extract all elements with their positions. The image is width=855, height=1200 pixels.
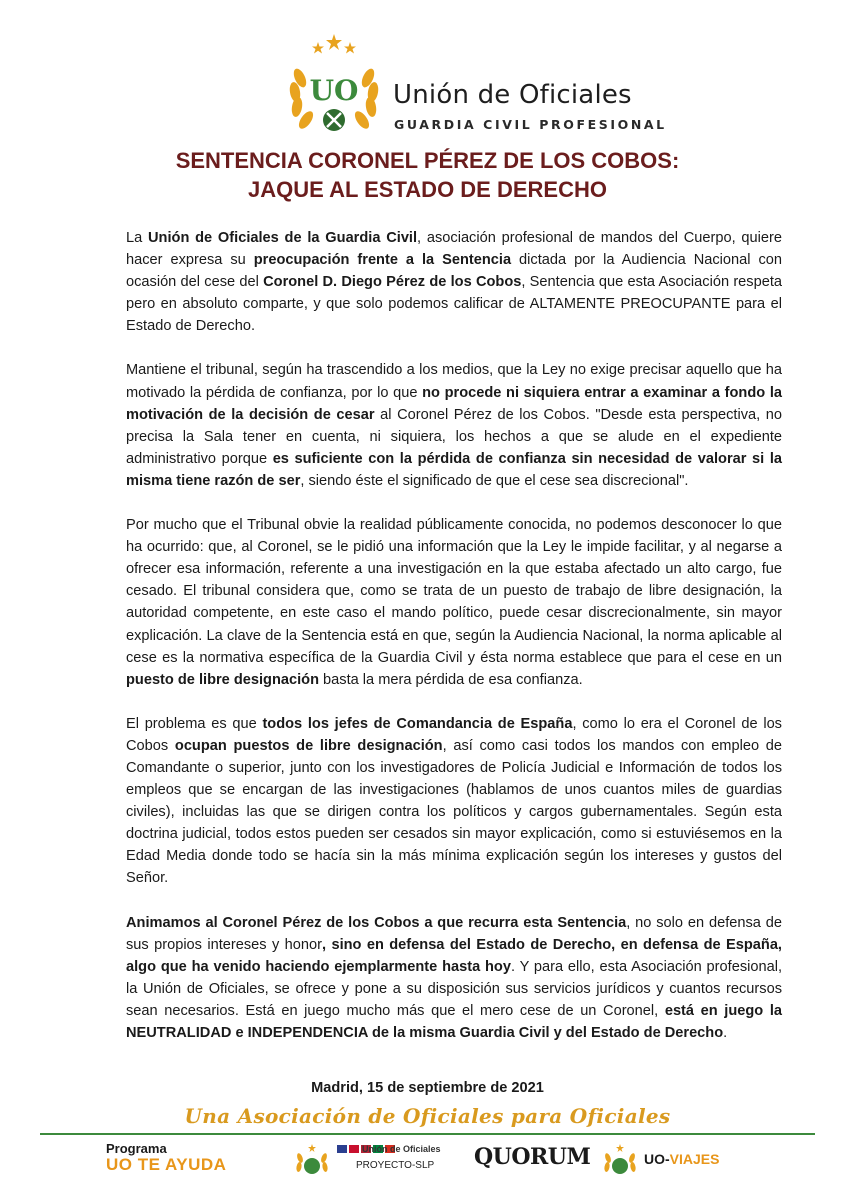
- paragraph-2: [126, 359, 782, 492]
- programa-uo-te-ayuda-logo[interactable]: [106, 1141, 226, 1175]
- text-run: basta la mera pérdida de esa confianza.: [319, 671, 583, 688]
- proyecto-slp-logo[interactable]: [292, 1140, 441, 1184]
- paragraph-3: [126, 514, 782, 691]
- text-run: El problema es que: [126, 715, 263, 732]
- text-run: .: [723, 1025, 728, 1041]
- viajes-label: [644, 1151, 719, 1167]
- bold-text-run: ocupan puestos de libre designación: [174, 737, 443, 754]
- text-run: dictada por la Audiencia Nacional con ocasión del cese del: [126, 252, 782, 291]
- text-run: , Sentencia que esta Asociación respeta pero en absoluto comparte, y que solo podemos calificar de ALTAMENTE PREOCUPANTE para el Estado de Derecho.: [126, 274, 782, 335]
- text-run: , asociación profesional de mandos del Cuerpo, quiere hacer expresa su: [126, 230, 782, 269]
- bold-text-run: puesto de libre designación: [126, 671, 319, 688]
- bold-text-run: Unión de Oficiales de la Guardia Civil: [148, 230, 418, 246]
- slp-org-name: Unión de Oficiales: [362, 1144, 441, 1154]
- letterhead: [278, 28, 667, 140]
- slp-project-name: PROYECTO-SLP: [356, 1160, 435, 1171]
- dateline: Madrid, 15 de septiembre de 2021: [311, 1080, 544, 1096]
- quorum-logo[interactable]: QUORUM: [474, 1144, 591, 1170]
- motto: Una Asociación de Oficiales para Oficiales: [184, 1104, 671, 1128]
- uo-viajes-logo[interactable]: [600, 1140, 740, 1184]
- document-title: [0, 146, 855, 204]
- org-name: Unión de Oficiales: [393, 80, 632, 110]
- svg-text:UO: UO: [309, 74, 359, 107]
- title-line-2: JAQUE AL ESTADO DE DERECHO: [248, 177, 607, 202]
- bold-text-run: Animamos al Coronel Pérez de los Cobos a que recurra esta Sentencia: [126, 914, 627, 931]
- bold-text-run: todos los jefes de Comandancia de España: [262, 715, 573, 732]
- text-run: , así como casi todos los mandos con empleo de Comandante o superior, junto con los investigadores de Policía Judicial e Información de todos los empleos que se encargan de las investigaciones (hablamos de unos cuantos miles de guardias civiles), incluidas las que se dirigen contra los políticos y cargos gubernamentales. Según esta doctrina judicial, todos estos pueden ser cesados sin mayor explicación, como si estuviésemos en la Edad Media donde todo se hacía sin la más mínima explicación según los intereses y gustos del Señor.: [126, 737, 782, 887]
- paragraph-4: [126, 713, 782, 890]
- bold-text-run: preocupación frente a la Sentencia: [253, 252, 512, 269]
- programa-name: UO TE AYUDA: [106, 1155, 227, 1174]
- text-run: La: [126, 230, 149, 246]
- document-body: [126, 227, 782, 1066]
- laurel-wreath-icon: [292, 1142, 332, 1180]
- viajes-prefix: UO-: [644, 1151, 670, 1167]
- text-run: , no solo en defensa de sus propios intereses y honor: [126, 914, 782, 953]
- bold-text-run: no procede ni siquiera entrar a examinar a fondo la motivación de la decisión de cesar: [126, 384, 782, 423]
- viajes-name: VIAJES: [669, 1151, 720, 1167]
- bold-text-run: , sino en defensa del Estado de Derecho, en defensa de España, algo que ha venido haciendo ejemplarmente hasta hoy: [126, 936, 782, 975]
- paragraph-5: [126, 912, 782, 1045]
- bold-text-run: es suficiente con la pérdida de confianza sin necesidad de valorar si la misma tiene razón de ser: [126, 450, 782, 489]
- text-run: al Coronel Pérez de los Cobos. "Desde esta perspectiva, no precisa la Sala tener en cuenta, ni siquiera, los hechos a que se alude en el expediente administrativo porque: [126, 406, 782, 467]
- programa-label: Programa: [106, 1141, 167, 1156]
- laurel-wreath-icon: [600, 1142, 640, 1180]
- text-run: , siendo éste el significado de que el cese sea discrecional".: [300, 472, 689, 489]
- bold-text-run: Coronel D. Diego Pérez de los Cobos: [263, 274, 522, 291]
- footer-logos: [0, 1136, 855, 1200]
- footer-divider: [40, 1133, 815, 1135]
- title-line-1: SENTENCIA CORONEL PÉREZ DE LOS COBOS:: [175, 148, 680, 173]
- bold-text-run: está en juego la NEUTRALIDAD e INDEPENDENCIA de la misma Guardia Civil y del Estado de Derecho: [126, 1002, 782, 1041]
- laurel-wreath-with-stars-icon: [278, 28, 390, 140]
- org-subtitle: GUARDIA CIVIL PROFESIONAL: [394, 117, 667, 132]
- paragraph-1: [126, 227, 782, 337]
- text-run: , como lo era el Coronel de los Cobos: [126, 715, 782, 754]
- text-run: Por mucho que el Tribunal obvie la realidad públicamente conocida, no podemos desconocer lo que ha ocurrido: que, al Coronel, se le pidió una información que la Ley le impide facilitar, y al negarse a ofrecer esa información, referente a una investigación en la que estaba afectado un alto cargo, fue cesado. El tribunal considera que, como se trata de un puesto de trabajo de libre designación, la autoridad competente, en este caso el mando político, puede cesar discrecionalmente, sin mayor explicación. La clave de la Sentencia está en que, según la Audiencia Nacional, la norma aplicable al cese es la normativa específica de la Guardia Civil y ésta norma establece que para el cese en un: [126, 517, 782, 666]
- text-run: Mantiene el tribunal, según ha trascendido a los medios, que la Ley no exige precisar aquello que ha motivado la pérdida de confianza, por lo que: [126, 362, 782, 401]
- text-run: . Y para ello, esta Asociación profesional, la Unión de Oficiales, se ofrece y pone a su disposición sus servicios jurídicos y cuantos recursos sean necesarios. Está en juego mucho más que el mero cese de un Coronel,: [126, 958, 782, 1019]
